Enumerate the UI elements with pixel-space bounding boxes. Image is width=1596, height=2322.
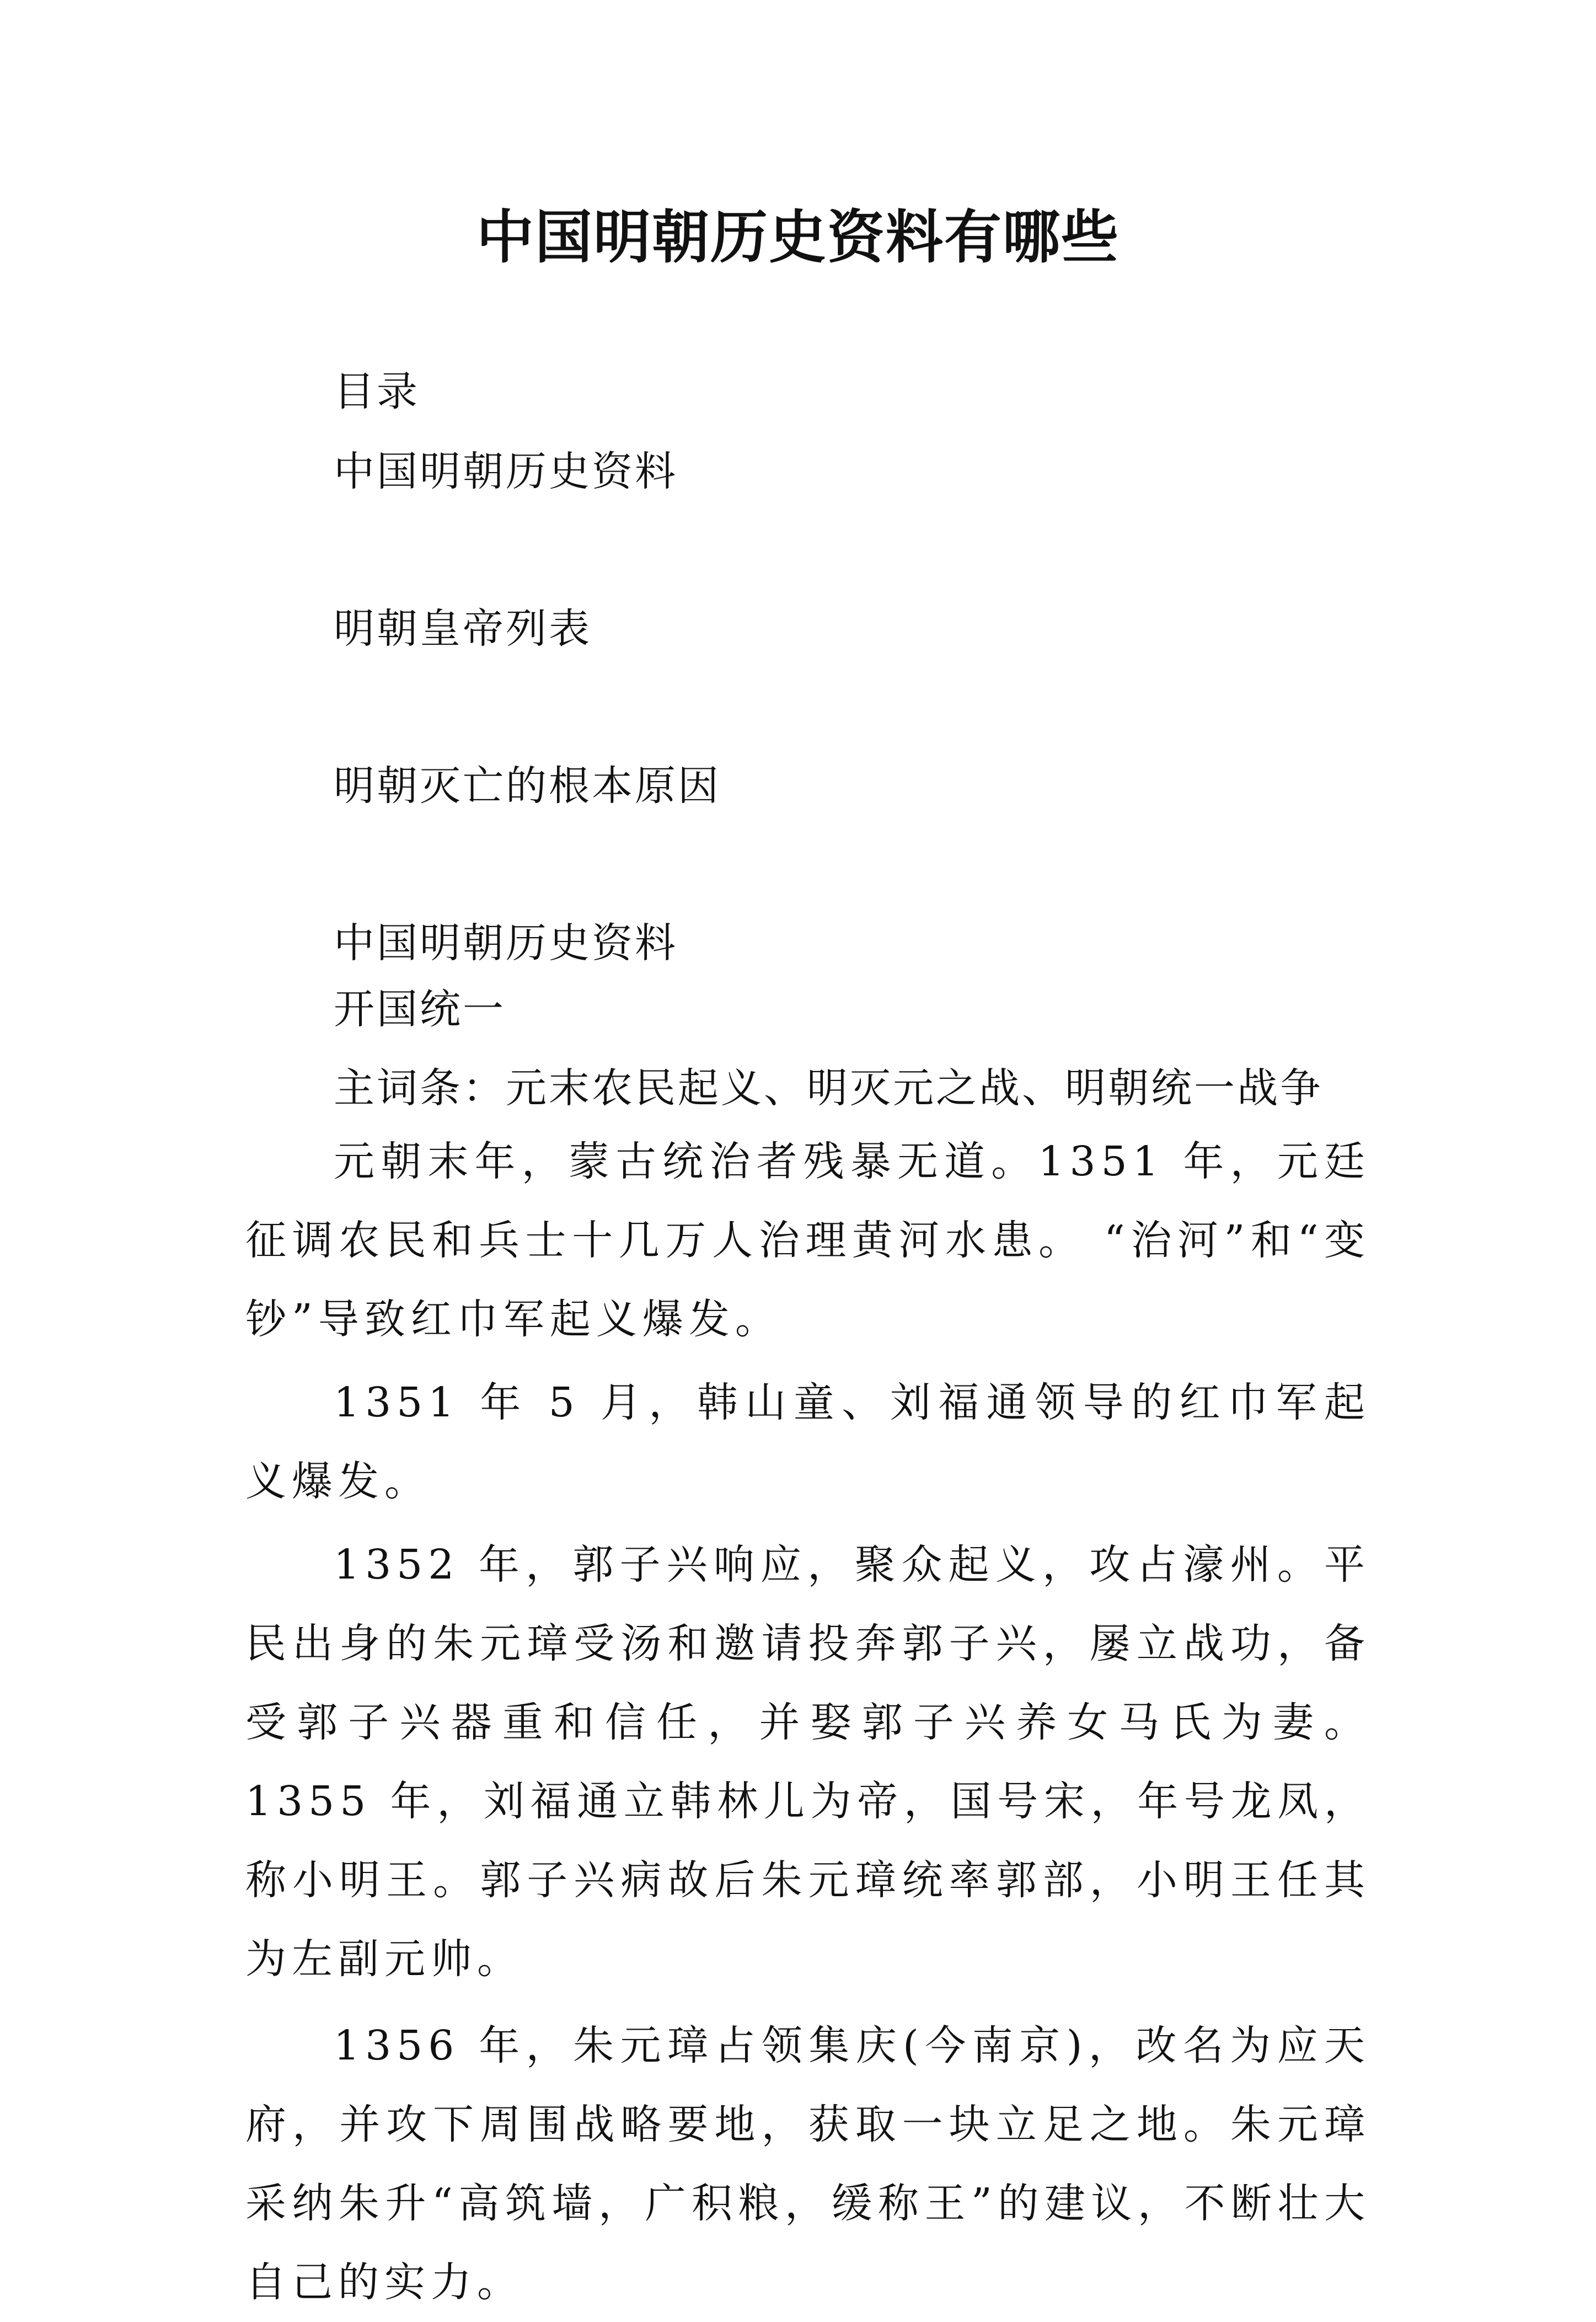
paragraph: 1352 年，郭子兴响应，聚众起义，攻占濠州。平民出身的朱元璋受汤和邀请投奔郭子兴，屡立战功，备受郭子兴器重和信任，并娶郭子兴养女马氏为妻。 1355 年，刘福通立韩林儿为帝，国号宋，年号龙凤，称小明王。郭子兴病故后朱元璋统率郭部，小明王任其为左副元帅。 [245, 1541, 1370, 1983]
toc-item-fall-causes[interactable]: 明朝灭亡的根本原因 [334, 762, 721, 810]
subsection-title: 开国统一 [334, 986, 506, 1033]
paragraph: 1356 年，朱元璋占领集庆(今南京)，改名为应天府，并攻下周围战略要地，获取一块立足之地。朱元璋采纳朱升“高筑墙，广积粮，缓称王”的建议，不断壮大自己的实力。 [245, 2022, 1370, 2306]
paragraph: 元朝末年，蒙古统治者残暴无道。1351 年，元廷征调农民和兵士十几万人治理黄河水患。 “治河”和“变钞”导致红巾军起义爆发。 [245, 1138, 1370, 1343]
toc-item-history[interactable]: 中国明朝历史资料 [334, 448, 678, 495]
main-entry-line: 主词条：元末农民起义、明灭元之战、明朝统一战争 [334, 1064, 1323, 1112]
toc-item-emperors[interactable]: 明朝皇帝列表 [334, 605, 592, 652]
paragraph: 1351 年 5 月，韩山童、刘福通领导的红巾军起义爆发。 [245, 1379, 1370, 1505]
section-title: 中国明朝历史资料 [334, 919, 678, 967]
table-of-contents [334, 364, 1381, 971]
body-text [245, 1122, 1370, 2322]
toc-heading: 目录 [334, 368, 420, 415]
document-title: 中国明朝历史资料有哪些 [476, 204, 1120, 271]
